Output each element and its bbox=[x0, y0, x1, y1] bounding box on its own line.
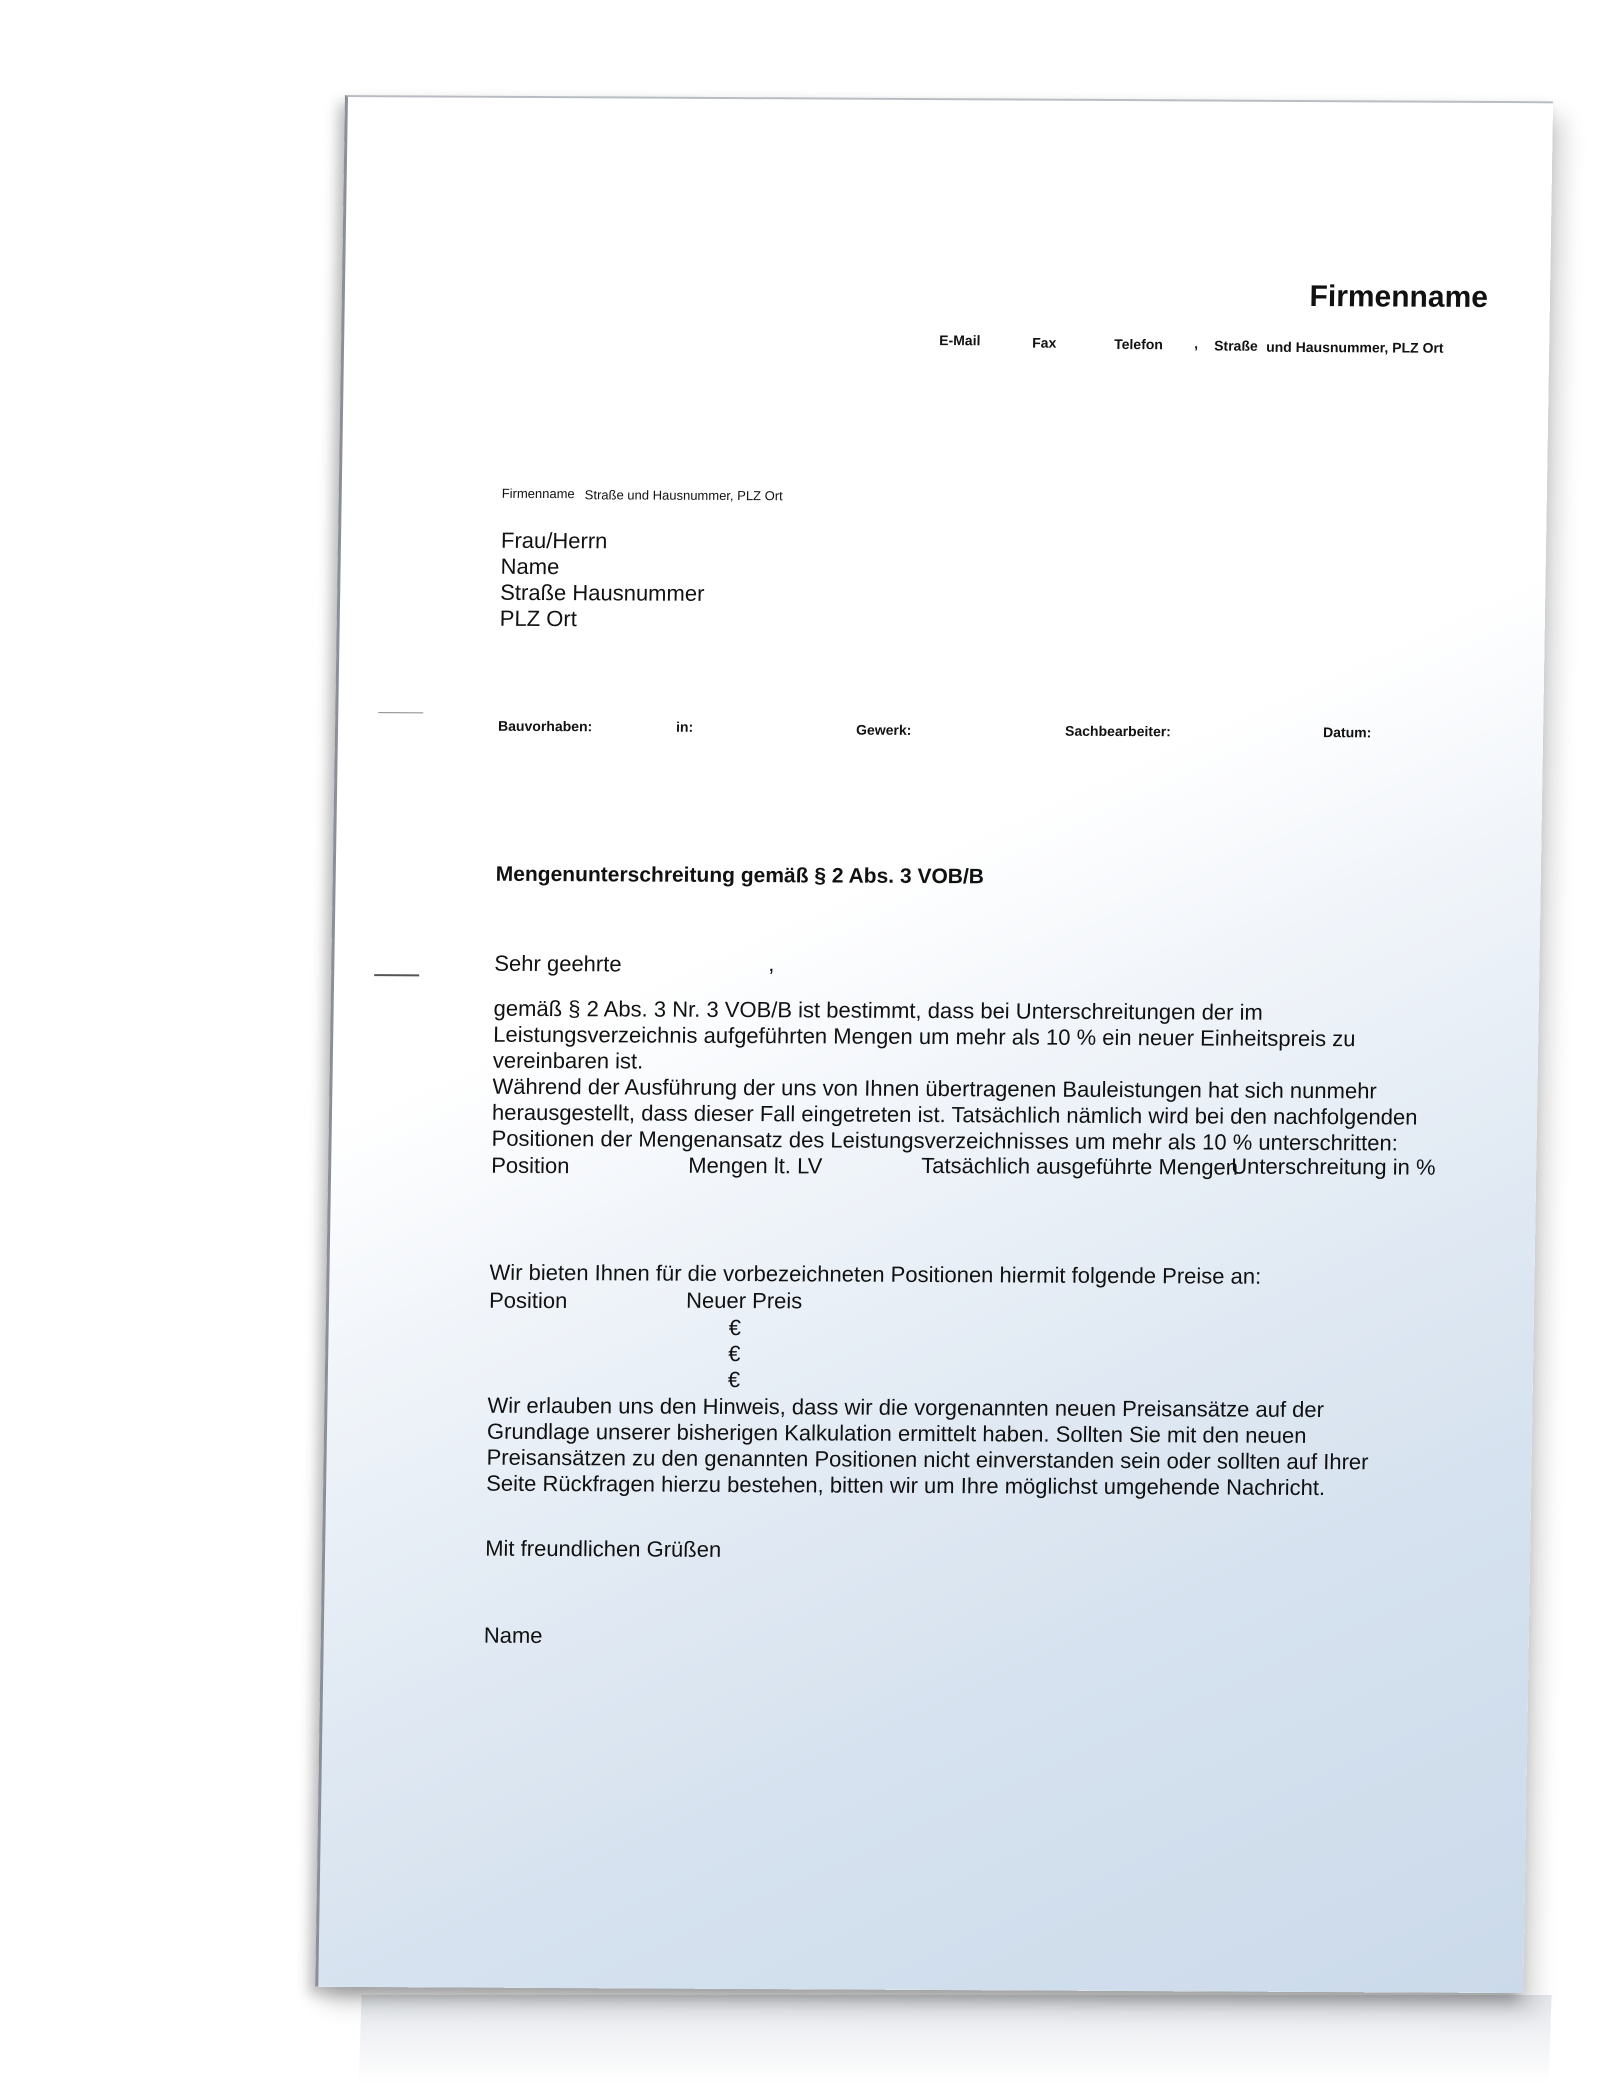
quantity-header-actual: Tatsächlich ausgeführte Mengen bbox=[921, 1152, 1239, 1180]
letterhead-street-label: Straße bbox=[1214, 337, 1258, 354]
body-line: Positionen der Mengenansatz des Leistungsverzeichnisses um mehr als 10 % unterschritten: bbox=[491, 1125, 1399, 1156]
reference-in-label: in: bbox=[675, 718, 694, 735]
recipient-city: PLZ Ort bbox=[499, 605, 578, 632]
fold-mark-lower bbox=[374, 974, 419, 976]
price-header-new: Neuer Preis bbox=[685, 1287, 803, 1314]
reference-date-label: Datum: bbox=[1322, 724, 1372, 741]
recipient-name: Name bbox=[500, 553, 560, 580]
letterhead-company-name: Firmenname bbox=[1309, 280, 1489, 314]
fold-mark-upper bbox=[378, 712, 423, 713]
greeting-text: Sehr geehrte bbox=[494, 950, 622, 977]
sender-line-company: Firmenname bbox=[501, 485, 575, 502]
letterhead-phone-label: Telefon bbox=[1114, 336, 1164, 353]
closing-line: Seite Rückfragen hierzu bestehen, bitten wir um Ihre möglichst umgehende Nachricht. bbox=[486, 1470, 1326, 1501]
reference-project-label: Bauvorhaben: bbox=[497, 717, 593, 735]
reference-clerk-label: Sachbearbeiter: bbox=[1064, 722, 1172, 740]
quantity-header-position: Position bbox=[491, 1152, 570, 1179]
body-line: herausgestellt, dass dieser Fall eingetreten ist. Tatsächlich nämlich wird bei den nachfolgenden bbox=[491, 1099, 1418, 1130]
signature-name: Name bbox=[483, 1622, 543, 1648]
signoff: Mit freundlichen Grüßen bbox=[484, 1535, 722, 1562]
letterhead-fax-label: Fax bbox=[1032, 334, 1057, 351]
sender-line-address: Straße und Hausnummer, PLZ Ort bbox=[584, 487, 783, 504]
closing-line: Wir erlauben uns den Hinweis, dass wir die vorgenannten neuen Preisansätze auf der bbox=[487, 1392, 1325, 1423]
body-line: vereinbaren ist. bbox=[492, 1047, 644, 1074]
letterhead-address-label: und Hausnummer, PLZ Ort bbox=[1266, 338, 1444, 356]
quantity-header-lv: Mengen lt. LV bbox=[688, 1152, 823, 1179]
price-currency: € bbox=[727, 1366, 741, 1393]
body-line: Während der Ausführung der uns von Ihnen übertragenen Bauleistungen hat sich nunmehr bbox=[492, 1073, 1377, 1104]
price-currency: € bbox=[728, 1314, 742, 1341]
page-reflection bbox=[358, 1995, 1551, 2085]
letterhead-comma: , bbox=[1194, 335, 1199, 352]
quantity-header-shortfall: Unterschreitung in % bbox=[1231, 1153, 1436, 1180]
greeting-comma: , bbox=[768, 951, 775, 977]
closing-line: Preisansätzen zu den genannten Positionen nicht einverstanden sein oder sollten auf Ihrer bbox=[486, 1444, 1369, 1475]
recipient-street: Straße Hausnummer bbox=[500, 579, 705, 606]
closing-line: Grundlage unserer bisherigen Kalkulation ermittelt haben. Sollten Sie mit den neuen bbox=[486, 1418, 1307, 1448]
price-header-position: Position bbox=[488, 1287, 568, 1314]
letter-page bbox=[315, 95, 1553, 1993]
letterhead-email-label: E-Mail bbox=[939, 332, 981, 349]
body-line: Leistungsverzeichnis aufgeführten Mengen um mehr als 10 % ein neuer Einheitspreis zu bbox=[493, 1021, 1356, 1052]
price-currency: € bbox=[728, 1340, 741, 1367]
reference-trade-label: Gewerk: bbox=[855, 721, 912, 738]
letter-subject: Mengenunterschreitung gemäß § 2 Abs. 3 VOB/B bbox=[495, 862, 985, 889]
offer-intro: Wir bieten Ihnen für die vorbezeichneten Positionen hiermit folgende Preise an: bbox=[489, 1259, 1262, 1289]
recipient-salutation: Frau/Herrn bbox=[500, 527, 608, 554]
body-line: gemäß § 2 Abs. 3 Nr. 3 VOB/B ist bestimmt, dass bei Unterschreitungen der im bbox=[493, 995, 1264, 1025]
